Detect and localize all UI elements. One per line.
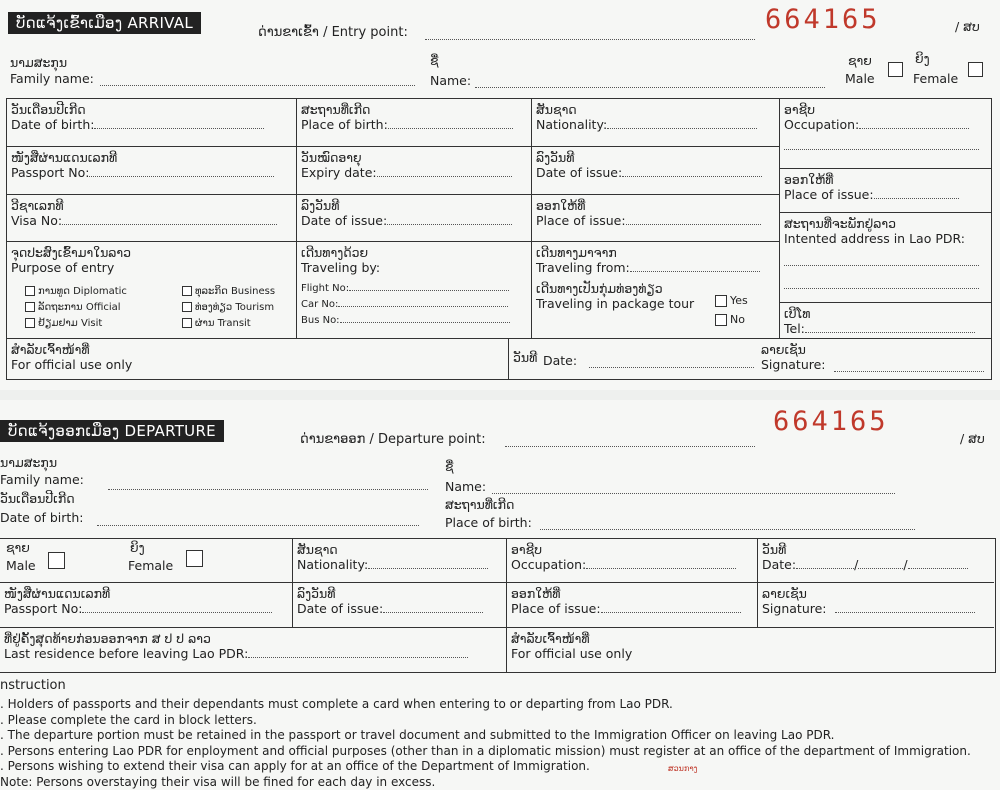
arrival-date-field[interactable] [589,356,754,368]
visa-place-issue-cell[interactable] [532,195,780,242]
dep-date-day-field[interactable] [796,557,854,569]
departure-su-bo: / ສບ [960,431,985,446]
dep-female-lo: ຍິງ [130,540,145,555]
nationality-field[interactable] [607,117,757,129]
dep-name-label: Name: [445,479,487,494]
dep-place-issue-label: Place of issue: [511,601,601,616]
dep-pob-field[interactable] [540,518,915,530]
pob-lo: ສະຖານທີ່ເກີດ [301,102,371,117]
place-issue-cell[interactable] [780,169,991,213]
expiry-label: Expiry date: [301,165,377,180]
traveling-from-cell [532,242,780,339]
arrival-su-bo: / ສບ [955,19,980,34]
purpose-lo: ຈຸດປະສົງເຂົ້າມາໃນລາວ [11,245,132,260]
dep-issue-date-cell[interactable] [293,583,507,628]
dep-last-residence-cell[interactable] [0,628,507,672]
traveling-by-cell [297,242,532,339]
issue-date-field[interactable] [622,165,762,177]
family-name-lo: ນາມສະກຸນ [10,55,68,70]
visa-label: Visa No: [11,213,63,228]
purpose-official-checkbox[interactable] [25,302,35,312]
dep-pob-lo: ສະຖານທີ່ເກີດ [445,497,515,512]
dob-field[interactable] [94,117,264,129]
car-field[interactable] [338,298,508,307]
dep-date-year-field[interactable] [908,557,968,569]
dob-lo: ວັນເດືອນປີເກີດ [11,102,86,117]
traveling-by-lo: ເດີນທາງດ້ວຍ [301,245,369,260]
dep-occupation-label: Occupation: [511,557,587,572]
arrival-sig-label: Signature: [761,357,826,372]
visa-place-issue-label: Place of issue: [536,213,626,228]
purpose-diplomatic-checkbox[interactable] [25,286,35,296]
purpose-label: Purpose of entry [11,260,115,275]
arrival-official-lo: ສຳລັບເຈົ້າໜ້າທີ່ [11,342,90,357]
issue-date-cell[interactable] [532,147,780,195]
dep-official-label: For official use only [511,646,633,661]
bus-field[interactable] [340,314,510,323]
male-label: Male [845,71,875,86]
dep-dob-lo: ວັນເດືອນປີເກີດ [0,491,75,506]
entry-point-label: ດ່ານຂາເຂົ້າ / Entry point: [258,25,408,40]
dep-issue-date-lo: ລົງວັນທີ [297,586,336,601]
dep-date-cell[interactable] [758,539,994,583]
address-lo: ສະຖານທີ່ຈະພັກຢູ່ລາວ [784,216,896,231]
package-tour-label: Traveling in package tour [536,296,695,311]
dep-passport-cell[interactable] [0,583,293,628]
dob-label: Date of birth: [11,117,95,132]
traveling-from-field[interactable] [630,260,760,272]
dep-name-field[interactable] [492,482,895,494]
departure-card [0,400,1000,790]
female-checkbox[interactable] [968,62,983,77]
nationality-cell[interactable] [532,99,780,147]
visa-cell[interactable] [7,195,297,242]
dep-place-issue-lo: ອອກໃຫ້ທີ່ [511,586,561,601]
address-cell[interactable] [780,213,991,303]
visa-issue-date-field[interactable] [387,213,512,225]
dep-family-lo: ນາມສະກຸນ [0,455,58,470]
instruction-line-4: . Persons entering Lao PDR for enployment and official purposes (other than in a diplomatic mission) must register at an office of the department of Immigration. [0,744,971,758]
arrival-date-sig-cell [509,339,991,379]
dep-issue-date-label: Date of issue: [297,601,384,616]
instruction-stamp: ສວນກາງ [668,764,698,773]
visa-issue-date-cell[interactable] [297,195,532,242]
address-label: Intented address in Lao PDR: [784,231,965,246]
purpose-transit[interactable]: ຜ່ານ Transit [182,316,275,332]
address-field-2[interactable] [784,277,979,289]
package-no-label: No [730,312,745,326]
dep-pob-label: Place of birth: [445,515,532,530]
flight-label: Flight No: [301,283,350,294]
tel-field[interactable] [805,321,975,333]
purpose-visit[interactable]: ຢ້ຽມຢາມ Visit [25,316,127,332]
occupation-lo: ອາຊີບ [784,102,816,117]
package-no-checkbox[interactable] [715,314,727,326]
dep-nationality-label: Nationality: [297,557,369,572]
male-checkbox[interactable] [888,62,903,77]
package-tour-lo: ເດີນທາງເປັນກຸ່ມທ່ອງທ່ຽວ [536,281,663,296]
occupation-cell[interactable] [780,99,991,169]
departure-grid [0,538,996,673]
dep-signature-field[interactable] [835,601,975,613]
pob-label: Place of birth: [301,117,388,132]
name-label: Name: [430,73,472,88]
dep-family-field[interactable] [108,478,428,490]
dep-last-residence-field[interactable] [248,646,468,658]
name-lo: ຊື່ [430,53,439,68]
arrival-sig-lo: ລາຍເຊັນ [761,342,806,357]
departure-point-field[interactable] [505,435,755,447]
dep-sex-cell [0,539,293,583]
departure-point-label: ດ່ານຂາອອກ / Departure point: [300,432,486,447]
tel-cell[interactable] [780,303,991,339]
purpose-official[interactable]: ລັດຖະການ Official [25,300,127,316]
arrival-serial: 664165 [765,4,881,35]
dep-male-label: Male [6,558,36,573]
dep-passport-field[interactable] [82,601,272,613]
pob-field[interactable] [388,117,513,129]
occupation-field-2[interactable] [784,138,979,150]
instruction-line-3: . The departure portion must be retained in the passport or travel document and submitted to the Immigration Officer on leaving Lao PDR. [0,728,835,742]
dep-date-slash-1: / [854,557,859,572]
dep-nationality-cell[interactable] [293,539,507,583]
dep-official-cell [507,628,994,672]
tel-label: Tel: [784,321,805,336]
purpose-tourism-checkbox[interactable] [182,302,192,312]
nationality-label: Nationality: [536,117,608,132]
expiry-cell[interactable] [297,147,532,195]
package-yes-checkbox[interactable] [715,295,727,307]
instruction-line-5: . Persons wishing to extend their visa can apply for at an office of the Department of Immigration. [0,759,590,773]
dep-dob-field[interactable] [97,514,419,526]
place-issue-label: Place of issue: [784,187,874,202]
passport-cell[interactable] [7,147,297,195]
address-field[interactable] [784,254,979,266]
dep-nationality-field[interactable] [368,557,488,569]
departure-serial: 664165 [773,406,889,437]
dep-family-label: Family name: [0,472,84,487]
traveling-by-label: Traveling by: [301,260,381,275]
purpose-tourism[interactable]: ທ່ອງທ່ຽວ Tourism [182,300,275,316]
place-issue-field[interactable] [874,187,959,199]
dep-signature-lo: ລາຍເຊັນ [762,586,807,601]
male-lo: ຊາຍ [848,53,872,68]
visa-place-issue-lo: ອອກໃຫ້ທີ່ [536,198,586,213]
package-yes-label: Yes [730,294,748,307]
pob-cell[interactable] [297,99,532,147]
purpose-business-checkbox[interactable] [182,286,192,296]
issue-date-lo: ລົງວັນທີ [536,150,575,165]
dep-name-lo: ຊື່ [445,459,454,474]
arrival-card [0,0,1000,390]
family-name-field[interactable] [100,74,415,86]
dep-nationality-lo: ສັນຊາດ [297,542,338,557]
occupation-field[interactable] [859,117,969,129]
bus-label: Bus No: [301,315,340,326]
expiry-lo: ວັນໝົດອາຍຸ [301,150,362,165]
dep-signature-label: Signature: [762,601,827,616]
dep-male-lo: ຊາຍ [6,540,30,555]
instruction-note: Note: Persons overstaying their visa will be fined for each day in excess. [0,775,436,789]
dep-place-issue-cell[interactable] [507,583,758,628]
traveling-from-lo: ເດີນທາງມາຈາກ [536,245,617,260]
dep-passport-lo: ໜັງສືຜ່ານແດນເລກທີ [4,586,111,601]
passport-lo: ໜັງສືຜ່ານແດນເລກທີ [11,150,118,165]
dep-signature-cell[interactable] [758,583,994,628]
purpose-diplomatic[interactable]: ການທູດ Diplomatic [25,284,127,300]
dep-passport-label: Passport No: [4,601,83,616]
family-name-label: Family name: [10,71,94,86]
dob-cell[interactable] [7,99,297,147]
car-label: Car No: [301,299,339,310]
purpose-business[interactable]: ທຸລະກິດ Business [182,284,275,300]
arrival-grid [6,98,992,380]
dep-occupation-cell[interactable] [507,539,758,583]
nationality-lo: ສັນຊາດ [536,102,577,117]
female-label: Female [913,71,959,86]
dep-occupation-field[interactable] [586,557,736,569]
arrival-date-lo: ວັນທີ [513,350,538,365]
dep-male-checkbox[interactable] [48,552,65,569]
occupation-label: Occupation: [784,117,860,132]
instruction-line-2: . Please complete the card in block letters. [0,713,257,727]
female-lo: ຍິງ [915,51,930,66]
visa-issue-date-label: Date of issue: [301,213,388,228]
arrival-date-label: Date: [543,353,578,368]
arrival-official-cell [7,339,509,379]
arrival-header: ບັດແຈ້ງເຂົ້າເມືອງ ARRIVAL [8,12,201,34]
tel-lo: ເບີໂທ [784,306,811,321]
traveling-from-label: Traveling from: [536,260,630,275]
visa-issue-date-lo: ລົງວັນທີ [301,198,340,213]
dep-date-lo: ວັນທີ [762,542,787,557]
instruction-line-1: . Holders of passports and their dependants must complete a card when entering to or departing from Lao PDR. [0,697,673,711]
purpose-cell [7,242,297,339]
visa-place-issue-field[interactable] [626,213,761,225]
dep-issue-date-field[interactable] [383,601,483,613]
dep-female-checkbox[interactable] [186,550,203,567]
entry-point-field[interactable] [425,28,755,40]
visa-lo: ວີຊາເລກທີ [11,198,64,213]
dep-last-residence-lo: ທີ່ຢູ່ຄັ້ງສຸດທ້າຍກ່ອນອອກຈາກ ສ ປ ປ ລາວ [4,631,211,646]
instruction-title: nstruction [0,678,66,693]
visa-field[interactable] [62,213,277,225]
dep-female-label: Female [128,558,174,573]
name-field[interactable] [475,76,825,88]
purpose-visit-checkbox[interactable] [25,318,35,328]
departure-header: ບັດແຈ້ງອອກເມືອງ DEPARTURE [0,420,224,442]
dep-dob-label: Date of birth: [0,510,84,525]
dep-date-month-field[interactable] [858,557,903,569]
dep-official-lo: ສຳລັບເຈົ້າໜ້າທີ່ [511,631,590,646]
flight-field[interactable] [349,282,509,291]
expiry-field[interactable] [377,165,512,177]
dep-occupation-lo: ອາຊີບ [511,542,543,557]
passport-label: Passport No: [11,165,90,180]
place-issue-lo: ອອກໃຫ້ທີ່ [784,172,834,187]
passport-field[interactable] [89,165,274,177]
dep-last-residence-label: Last residence before leaving Lao PDR: [4,646,249,661]
dep-place-issue-field[interactable] [601,601,741,613]
dep-date-slash-2: / [903,557,908,572]
issue-date-label: Date of issue: [536,165,623,180]
purpose-transit-checkbox[interactable] [182,318,192,328]
arrival-sig-field[interactable] [834,360,984,372]
arrival-official-label: For official use only [11,357,133,372]
dep-date-label: Date: [762,557,797,572]
